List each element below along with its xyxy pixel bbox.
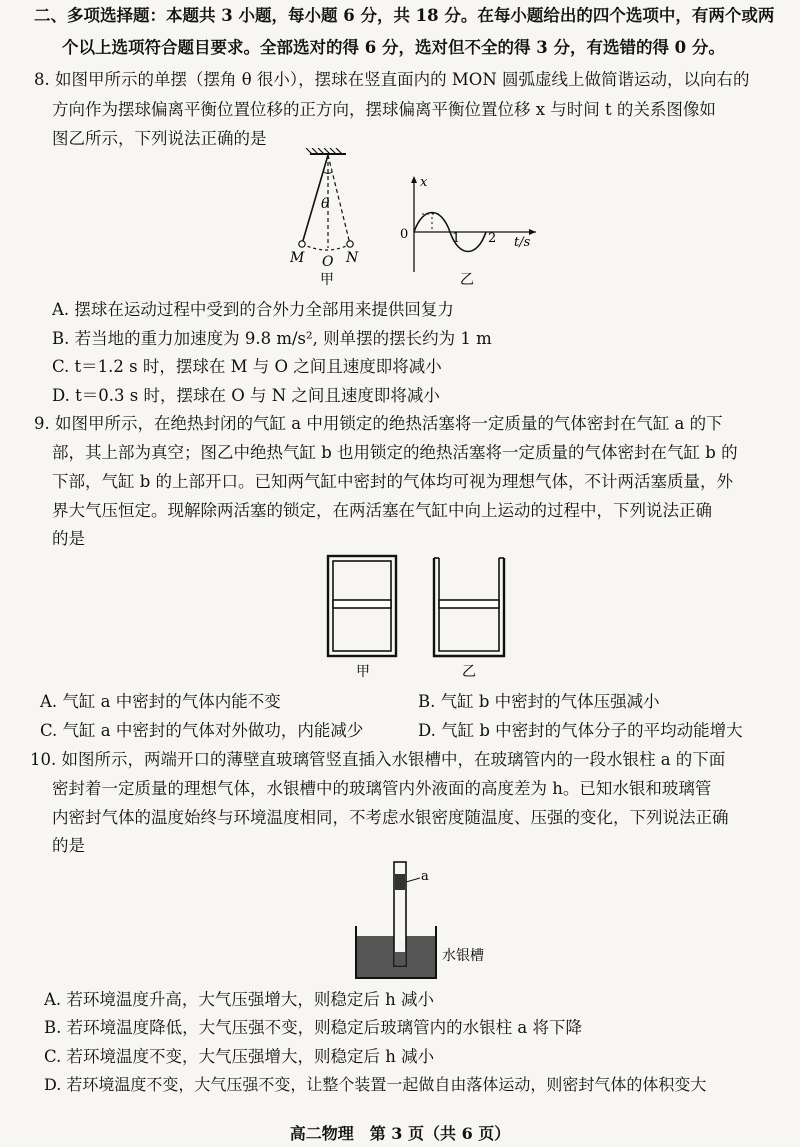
pendulum-figure (280, 148, 380, 288)
label-m: M (290, 250, 305, 266)
q8-stem-line3: 图乙所示，下列说法正确的是 (52, 129, 267, 148)
q9-stem-line4: 界大气压恒定。现解除两活塞的锁定，在两活塞在气缸中向上运动的过程中，下列说法正确 (52, 501, 712, 520)
q10-stem-line1: 10. 如图所示，两端开口的薄壁直玻璃管竖直插入水银槽中，在玻璃管内的一段水银柱 a 的下面 (30, 750, 726, 769)
q10-stem-line4: 的是 (52, 836, 85, 855)
q10-option-d: D. 若环境温度不变，大气压强不变，让整个装置一起做自由落体运动，则密封气体的体积变大 (44, 1075, 707, 1094)
section-header-line2: 个以上选项符合题目要求。全部选对的得 6 分，选对但不全的得 3 分，有选错的得 0 分。 (62, 38, 725, 57)
tick-1-label: 1 (452, 231, 461, 246)
mercury-trough-figure (352, 856, 522, 986)
q10-option-b: B. 若环境温度降低，大气压强不变，则稳定后玻璃管内的水银柱 a 将下降 (44, 1018, 582, 1037)
label-a: a (421, 869, 429, 884)
xt-graph-figure (396, 172, 546, 288)
q10-option-a: A. 若环境温度升高，大气压强增大，则稳定后 h 减小 (44, 990, 435, 1009)
q9-option-a: A. 气缸 a 中密封的气体内能不变 (40, 692, 281, 711)
caption-jia: 甲 (320, 272, 334, 288)
q9-caption-yi: 乙 (462, 664, 476, 680)
q10-stem-line3: 内密封气体的温度始终与环境温度相同，不考虑水银密度随温度、压强的变化，下列说法正确 (52, 808, 729, 827)
page-footer: 高二物理 第 3 页（共 6 页） (289, 1124, 511, 1143)
label-o: O (322, 254, 334, 270)
x-axis-label: t/s (514, 235, 531, 250)
q9-stem-line5: 的是 (52, 529, 85, 548)
q9-stem-line3: 下部，气缸 b 的上部开口。已知两气缸中密封的气体均可视为理想气体，不计两活塞质量，外 (52, 472, 734, 491)
label-trough: 水银槽 (442, 948, 484, 964)
q8-option-b: B. 若当地的重力加速度为 9.8 m/s², 则单摆的摆长约为 1 m (52, 329, 492, 348)
q9-option-c: C. 气缸 a 中密封的气体对外做功，内能减少 (40, 721, 364, 740)
q9-stem-line2: 部，其上部为真空；图乙中绝热气缸 b 也用锁定的绝热活塞将一定质量的气体密封在气缸 b 的 (52, 443, 738, 462)
q8-option-a: A. 摆球在运动过程中受到的合外力全部用来提供回复力 (52, 300, 454, 319)
y-axis-label: x (420, 175, 428, 190)
q9-option-b: B. 气缸 b 中密封的气体压强减小 (418, 692, 660, 711)
q9-option-d: D. 气缸 b 中密封的气体分子的平均动能增大 (418, 721, 743, 740)
q10-stem-line2: 密封着一定质量的理想气体，水银槽中的玻璃管内外液面的高度差为 h。已知水银和玻璃管 (52, 779, 712, 798)
q9-caption-jia: 甲 (356, 664, 370, 680)
q8-option-c: C. t＝1.2 s 时，摆球在 M 与 O 之间且速度即将减小 (52, 357, 442, 376)
theta-label: θ (321, 196, 330, 212)
q8-option-d: D. t＝0.3 s 时，摆球在 O 与 N 之间且速度即将减小 (52, 386, 440, 405)
label-n: N (346, 250, 359, 266)
q10-option-c: C. 若环境温度不变，大气压强增大，则稳定后 h 减小 (44, 1047, 435, 1066)
q8-stem-line2: 方向作为摆球偏离平衡位置位移的正方向，摆球偏离平衡位置位移 x 与时间 t 的关系图像如 (52, 100, 716, 119)
q9-stem-line1: 9. 如图甲所示，在绝热封闭的气缸 a 中用锁定的绝热活塞将一定质量的气体密封在气缸 a 的下 (34, 414, 723, 433)
q8-stem-line1: 8. 如图甲所示的单摆（摆角 θ 很小），摆球在竖直面内的 MON 圆弧虚线上做简谐运动，以向右的 (34, 70, 750, 89)
label-h: h (398, 939, 406, 953)
tick-2-label: 2 (488, 231, 497, 246)
cylinders-figure (322, 552, 522, 682)
section-header-line1: 二、多项选择题：本题共 3 小题，每小题 6 分，共 18 分。在每小题给出的四个选项中，有两个或两 (34, 6, 775, 25)
caption-yi: 乙 (460, 272, 474, 288)
origin-label: 0 (400, 227, 409, 242)
